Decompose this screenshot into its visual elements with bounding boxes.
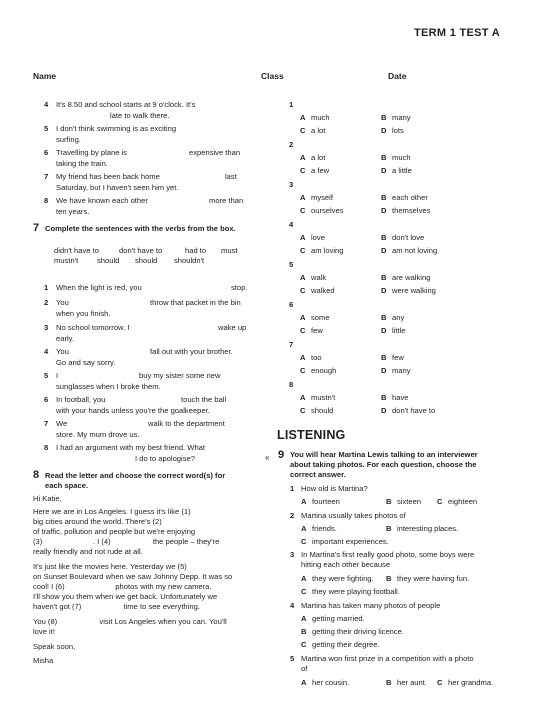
option-letter: C: [301, 640, 307, 649]
option-letter: A: [300, 273, 306, 282]
option-text: any: [392, 313, 405, 322]
option-text: don't love: [392, 233, 425, 242]
option-letter: B: [381, 393, 387, 402]
option-text: they were playing football.: [312, 587, 400, 596]
option-text: eighteen: [448, 497, 478, 506]
item-text: taking the train.: [56, 159, 108, 168]
letter-line: I'll show you them when we get back. Unfortunately we: [33, 592, 218, 601]
option-text: much: [311, 113, 330, 122]
question-number: 1: [290, 484, 295, 493]
exercise-instruction: Read the letter and choose the correct word(s) for: [45, 471, 226, 480]
question-text: Martina won first prize in a competition with a photo: [301, 654, 474, 663]
option-letter: D: [381, 366, 387, 375]
option-text: much: [392, 153, 411, 162]
letter-line: of traffic, pollution and people but we're enjoying: [33, 527, 196, 536]
option-text: her aunt.: [397, 678, 427, 687]
option-letter: D: [381, 166, 387, 175]
section-heading: LISTENING: [277, 428, 346, 442]
option-letter: D: [381, 406, 387, 415]
option-text: some: [311, 313, 330, 322]
box-word: mustn't: [54, 256, 79, 265]
option-text: few: [392, 353, 404, 362]
item-text: walk to the department: [148, 419, 225, 428]
item-text: I: [56, 371, 59, 380]
letter-line: love it!: [33, 627, 55, 636]
option-letter: D: [381, 206, 387, 215]
item-text: ten years.: [56, 207, 90, 216]
item-number: 8: [44, 443, 49, 452]
exercise-number: 7: [33, 222, 40, 234]
option-letter: C: [300, 246, 306, 255]
option-letter: B: [381, 273, 387, 282]
item-text: You: [56, 347, 69, 356]
item-text: When the light is red, you: [56, 283, 142, 292]
question-number: 3: [290, 550, 295, 559]
answer-number: 5: [289, 260, 294, 269]
item-text: fall out with your brother.: [150, 347, 233, 356]
item-text: expensive than: [189, 148, 241, 157]
item-text: Go and say sorry.: [56, 358, 116, 367]
option-letter: C: [437, 497, 443, 506]
box-word: don't have to: [119, 246, 163, 255]
option-text: fourteen: [312, 497, 340, 506]
item-text: You: [56, 298, 69, 307]
option-letter: A: [301, 497, 307, 506]
option-letter: B: [381, 313, 387, 322]
item-number: 7: [44, 419, 49, 428]
question-number: 5: [290, 654, 295, 663]
item-number: 7: [44, 172, 49, 181]
item-text: last: [225, 172, 237, 181]
answer-number: 3: [289, 180, 294, 189]
letter-line: really friendly and not rude at all.: [33, 547, 143, 556]
item-text: We have known each other: [56, 196, 148, 205]
option-letter: C: [300, 126, 306, 135]
letter-line: (3) . I (4) the people – they're: [33, 537, 220, 546]
option-text: her cousin.: [312, 678, 350, 687]
letter-line: Here we are in Los Angeles. I guess it's like (1): [33, 507, 191, 516]
question-text: of: [301, 664, 308, 673]
exercise-instruction: about taking photos. For each question, choose the: [290, 460, 477, 469]
option-letter: A: [300, 233, 306, 242]
item-text: buy my sister some new: [139, 371, 221, 380]
option-text: myself: [311, 193, 333, 202]
letter-line: You (8) visit Los Angeles when you can. You'll: [33, 617, 227, 626]
option-text: getting their driving licence.: [312, 627, 405, 636]
letter-line: on Sunset Boulevard when we saw Johnny Depp. It was so: [33, 572, 233, 581]
option-letter: B: [386, 574, 392, 583]
item-text: Travelling by plane is: [56, 148, 128, 157]
option-letter: A: [301, 574, 307, 583]
item-text: It's 8.50 and school starts at 9 o'clock. It's: [56, 100, 196, 109]
option-letter: C: [300, 406, 306, 415]
option-letter: A: [301, 614, 307, 623]
option-text: sixteen: [397, 497, 422, 506]
option-text: many: [392, 113, 411, 122]
option-letter: A: [300, 313, 306, 322]
option-text: getting their degree.: [312, 640, 380, 649]
item-text: I had an argument with my best friend. What: [56, 443, 205, 452]
answer-number: 8: [289, 380, 294, 389]
item-number: 1: [44, 283, 49, 292]
letter-line: cool! I (6) photos with my new camera.: [33, 582, 212, 591]
exercise-number: 9: [278, 449, 285, 461]
option-letter: A: [301, 678, 307, 687]
item-text: throw that packet in the bin: [150, 298, 241, 307]
option-letter: C: [301, 537, 307, 546]
option-letter: B: [386, 524, 392, 533]
item-text: with your hands unless you're the goalkeeper.: [56, 406, 210, 415]
exercise-instruction: Complete the sentences with the verbs from the box.: [45, 224, 236, 233]
item-text: stop.: [231, 283, 248, 292]
item-text: In football, you: [56, 395, 106, 404]
letter-signature: Misha: [33, 656, 54, 665]
box-word: had to: [185, 246, 207, 255]
option-letter: C: [300, 206, 306, 215]
box-word: must: [221, 246, 238, 255]
option-text: too: [311, 353, 322, 362]
question-number: 2: [290, 511, 295, 520]
answer-number: 2: [289, 140, 294, 149]
option-letter: B: [381, 353, 387, 362]
date-label: Date: [388, 71, 407, 81]
option-letter: B: [301, 627, 307, 636]
item-number: 5: [44, 371, 49, 380]
box-word: didn't have to: [54, 246, 99, 255]
option-text: getting married.: [312, 614, 365, 623]
option-text: should: [311, 406, 334, 415]
exercise-instruction: You will hear Martina Lewis talking to an interviewer: [290, 450, 478, 459]
option-text: each other: [392, 193, 428, 202]
item-text: My friend has been back home: [56, 172, 160, 181]
option-letter: B: [381, 233, 387, 242]
option-text: important experiences.: [312, 537, 389, 546]
letter-line: It's just like the movies here. Yesterday we (5): [33, 562, 187, 571]
letter-greeting: Hi Katie,: [33, 494, 62, 503]
item-number: 4: [44, 100, 49, 109]
option-text: ourselves: [311, 206, 344, 215]
item-number: 6: [44, 148, 49, 157]
answer-number: 7: [289, 340, 294, 349]
question-number: 4: [290, 601, 295, 610]
option-letter: A: [300, 393, 306, 402]
option-letter: A: [300, 153, 306, 162]
item-text: when you finish.: [56, 309, 111, 318]
item-text: We: [56, 419, 68, 428]
option-text: interesting places.: [397, 524, 459, 533]
option-letter: C: [301, 587, 307, 596]
item-number: 3: [44, 323, 49, 332]
option-text: walk: [311, 273, 327, 282]
name-label: Name: [33, 71, 57, 81]
box-word: should: [135, 256, 158, 265]
option-text: they were having fun.: [397, 574, 470, 583]
option-text: a lot: [311, 153, 326, 162]
item-text: touch the ball: [181, 395, 227, 404]
option-letter: C: [300, 326, 306, 335]
option-letter: A: [300, 113, 306, 122]
option-text: were walking: [392, 286, 436, 295]
item-number: 4: [44, 347, 49, 356]
question-text: hitting each other because: [301, 560, 391, 569]
option-text: have: [392, 393, 409, 402]
option-text: her grandma.: [448, 678, 494, 687]
option-letter: C: [300, 166, 306, 175]
option-letter: B: [386, 678, 392, 687]
question-text: Martina usually takes photos of: [301, 511, 406, 520]
option-letter: D: [381, 326, 387, 335]
exercise-number: 8: [33, 469, 40, 481]
option-text: lots: [392, 126, 404, 135]
option-letter: C: [300, 366, 306, 375]
item-number: 8: [44, 196, 49, 205]
option-text: friends.: [312, 524, 337, 533]
option-letter: D: [381, 126, 387, 135]
option-text: enough: [311, 366, 337, 375]
option-text: don't have to: [392, 406, 436, 415]
option-text: am loving: [311, 246, 344, 255]
option-text: am not loving: [392, 246, 438, 255]
option-text: walked: [311, 286, 335, 295]
option-text: love: [311, 233, 325, 242]
audio-track-icon: «: [265, 453, 270, 462]
item-text: more than: [209, 196, 244, 205]
item-number: 2: [44, 298, 49, 307]
item-text: early.: [56, 334, 75, 343]
box-word: shouldn't: [174, 256, 205, 265]
letter-line: big cities around the world. There's (2): [33, 517, 162, 526]
answer-number: 4: [289, 220, 294, 229]
option-letter: A: [300, 353, 306, 362]
question-text: In Martina's first really good photo, some boys were: [301, 550, 475, 559]
item-text: late to walk there.: [110, 111, 170, 120]
option-text: mustn't: [311, 393, 336, 402]
option-letter: B: [381, 193, 387, 202]
option-letter: D: [381, 246, 387, 255]
option-text: a few: [311, 166, 330, 175]
option-text: little: [392, 326, 406, 335]
option-letter: C: [300, 286, 306, 295]
option-letter: C: [437, 678, 443, 687]
option-letter: B: [381, 113, 387, 122]
item-text: I do to apologise?: [135, 454, 195, 463]
item-text: store. My mum drove us.: [56, 430, 140, 439]
option-text: they were fighting.: [312, 574, 374, 583]
answer-number: 6: [289, 300, 294, 309]
test-title: TERM 1 TEST A: [414, 27, 500, 39]
item-text: I don't think swimming is as exciting: [56, 124, 177, 133]
option-letter: B: [381, 153, 387, 162]
exercise-instruction: each space.: [45, 481, 89, 490]
option-text: a lot: [311, 126, 326, 135]
class-label: Class: [261, 71, 284, 81]
option-text: few: [311, 326, 323, 335]
box-word: should: [97, 256, 120, 265]
question-text: How old is Martina?: [301, 484, 368, 493]
item-text: wake up: [218, 323, 247, 332]
answer-number: 1: [289, 100, 294, 109]
item-text: Saturday, but I haven't seen him yet.: [56, 183, 179, 192]
exercise-instruction: correct answer.: [290, 470, 346, 479]
option-text: a little: [392, 166, 412, 175]
item-text: No school tomorrow. I: [56, 323, 130, 332]
item-number: 6: [44, 395, 49, 404]
letter-line: haven't got (7) time to see everything.: [33, 602, 200, 611]
option-text: many: [392, 366, 411, 375]
option-letter: D: [381, 286, 387, 295]
question-text: Martina has taken many photos of people: [301, 601, 441, 610]
item-number: 5: [44, 124, 49, 133]
item-text: sunglasses when I broke them.: [56, 382, 161, 391]
option-text: are walking: [392, 273, 431, 282]
option-text: themselves: [392, 206, 431, 215]
item-text: surfing.: [56, 135, 81, 144]
option-letter: A: [301, 524, 307, 533]
option-letter: B: [386, 497, 392, 506]
letter-signoff: Speak soon,: [33, 642, 76, 651]
option-letter: A: [300, 193, 306, 202]
